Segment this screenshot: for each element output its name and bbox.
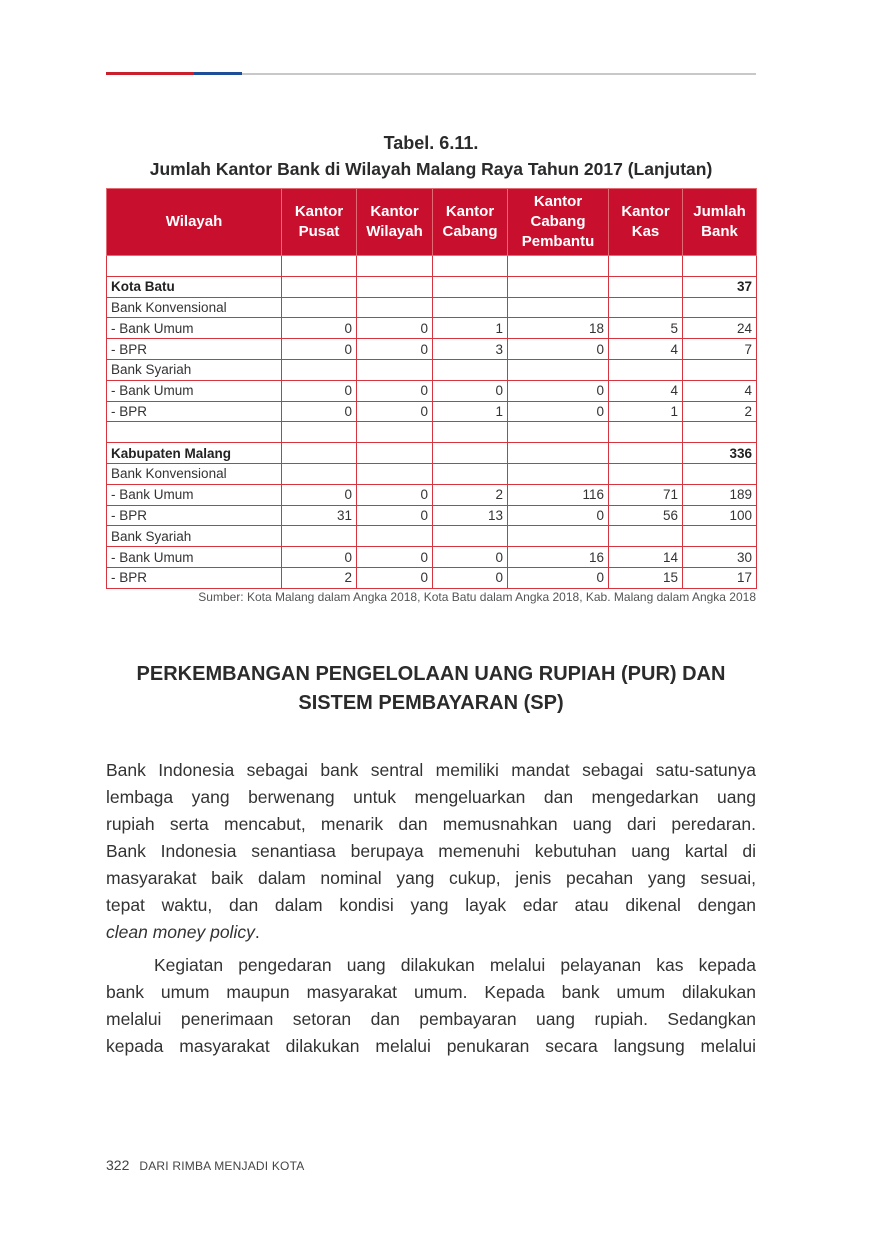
table-caption (106, 130, 756, 182)
category-row (107, 297, 757, 318)
category-label: Bank Syariah (107, 359, 282, 380)
empty-cell (282, 526, 357, 547)
value-cell: 5 (609, 318, 683, 339)
empty-cell (683, 297, 757, 318)
header-kantor-pusat: Kantor Pusat (282, 189, 357, 256)
paragraph-line: Bank Indonesia senantiasa berupaya memenuhi kebutuhan uang kartal di (106, 841, 756, 861)
empty-cell (508, 526, 609, 547)
value-cell: 2 (683, 401, 757, 422)
empty-cell (433, 297, 508, 318)
value-cell: 0 (282, 318, 357, 339)
category-label: Bank Konvensional (107, 297, 282, 318)
page-footer (106, 1157, 304, 1173)
empty-cell (609, 443, 683, 464)
spacer-row (107, 256, 757, 277)
value-cell: 15 (609, 567, 683, 588)
empty-cell (609, 256, 683, 277)
paragraph-line: lembaga yang berwenang untuk mengeluarkan dan mengedarkan uang (106, 787, 756, 807)
value-cell: 100 (683, 505, 757, 526)
empty-cell (433, 463, 508, 484)
bank-type-label: - Bank Umum (107, 547, 282, 568)
empty-cell (609, 359, 683, 380)
bank-type-label: - Bank Umum (107, 380, 282, 401)
bank-type-row (107, 505, 757, 526)
empty-cell (609, 276, 683, 297)
empty-cell (508, 443, 609, 464)
empty-cell (609, 463, 683, 484)
paragraph-line: masyarakat baik dalam nominal yang cukup, jenis pecahan yang sesuai, (106, 868, 756, 888)
value-cell: 189 (683, 484, 757, 505)
value-cell: 31 (282, 505, 357, 526)
table-source: Sumber: Kota Malang dalam Angka 2018, Kota Batu dalam Angka 2018, Kab. Malang dalam Angka 2018 (198, 590, 756, 604)
value-cell: 0 (282, 339, 357, 360)
empty-cell (357, 359, 433, 380)
empty-cell (357, 463, 433, 484)
value-cell: 1 (433, 401, 508, 422)
paragraph-line: kepada masyarakat dilakukan melalui penukaran secara langsung melalui (106, 1036, 756, 1056)
value-cell: 56 (609, 505, 683, 526)
empty-cell (282, 297, 357, 318)
bank-type-row (107, 484, 757, 505)
category-label: Bank Syariah (107, 526, 282, 547)
empty-cell (433, 443, 508, 464)
paragraph-line: rupiah serta mencabut, menarik dan memusnahkan uang dari peredaran. (106, 814, 756, 834)
empty-cell (357, 422, 433, 443)
value-cell: 2 (282, 567, 357, 588)
sentence-end: . (254, 922, 260, 942)
value-cell: 0 (357, 505, 433, 526)
paragraph-last-line (106, 919, 756, 946)
empty-cell (282, 256, 357, 277)
empty-cell (107, 422, 282, 443)
bank-type-row (107, 567, 757, 588)
paragraph-2 (106, 952, 756, 1060)
bank-type-label: - BPR (107, 401, 282, 422)
value-cell: 0 (508, 380, 609, 401)
empty-cell (107, 256, 282, 277)
table-title: Jumlah Kantor Bank di Wilayah Malang Raya Tahun 2017 (Lanjutan) (149, 159, 713, 179)
header-kantor-cabang-pembantu: Kantor Cabang Pembantu (508, 189, 609, 256)
paragraph-line: bank umum maupun masyarakat umum. Kepada bank umum dilakukan (106, 982, 756, 1002)
value-cell: 0 (357, 567, 433, 588)
value-cell: 4 (683, 380, 757, 401)
value-cell: 0 (282, 547, 357, 568)
header-jumlah-bank: Jumlah Bank (683, 189, 757, 256)
page-number: 322 (106, 1157, 130, 1173)
empty-cell (433, 359, 508, 380)
header-kantor-kas: Kantor Kas (609, 189, 683, 256)
value-cell: 0 (433, 547, 508, 568)
section-heading-line1: PERKEMBANGAN PENGELOLAAN UANG RUPIAH (PUR) DAN (136, 663, 726, 685)
empty-cell (609, 422, 683, 443)
empty-cell (508, 276, 609, 297)
value-cell: 30 (683, 547, 757, 568)
empty-cell (357, 276, 433, 297)
region-name: Kabupaten Malang (107, 443, 282, 464)
region-name: Kota Batu (107, 276, 282, 297)
category-row (107, 463, 757, 484)
bank-type-row (107, 339, 757, 360)
value-cell: 4 (609, 380, 683, 401)
value-cell: 16 (508, 547, 609, 568)
spacer-row (107, 422, 757, 443)
header-kantor-wilayah: Kantor Wilayah (357, 189, 433, 256)
value-cell: 2 (433, 484, 508, 505)
value-cell: 1 (609, 401, 683, 422)
empty-cell (433, 526, 508, 547)
value-cell: 0 (508, 401, 609, 422)
value-cell: 0 (357, 547, 433, 568)
empty-cell (508, 422, 609, 443)
empty-cell (282, 463, 357, 484)
empty-cell (508, 256, 609, 277)
bank-type-row (107, 547, 757, 568)
empty-cell (609, 297, 683, 318)
category-row (107, 526, 757, 547)
paragraph-line: Bank Indonesia sebagai bank sentral memiliki mandat sebagai satu-satunya (106, 760, 756, 780)
empty-cell (357, 297, 433, 318)
section-heading (106, 660, 756, 718)
empty-cell (683, 359, 757, 380)
italic-term: clean money policy (106, 922, 255, 942)
header-rule-grey-segment (242, 73, 756, 75)
empty-cell (357, 256, 433, 277)
empty-cell (282, 359, 357, 380)
bank-type-label: - BPR (107, 567, 282, 588)
value-cell: 7 (683, 339, 757, 360)
empty-cell (357, 443, 433, 464)
bank-type-row (107, 401, 757, 422)
empty-cell (683, 526, 757, 547)
table-header-row (107, 189, 757, 256)
value-cell: 0 (282, 380, 357, 401)
empty-cell (508, 297, 609, 318)
region-total: 37 (683, 276, 757, 297)
category-row (107, 359, 757, 380)
empty-cell (683, 256, 757, 277)
value-cell: 0 (357, 401, 433, 422)
empty-cell (433, 256, 508, 277)
bank-office-table (106, 188, 757, 589)
value-cell: 0 (357, 484, 433, 505)
empty-cell (609, 526, 683, 547)
value-cell: 0 (282, 484, 357, 505)
value-cell: 0 (433, 567, 508, 588)
section-heading-line2: SISTEM PEMBAYARAN (SP) (298, 692, 564, 714)
value-cell: 3 (433, 339, 508, 360)
bank-type-label: - Bank Umum (107, 318, 282, 339)
category-label: Bank Konvensional (107, 463, 282, 484)
value-cell: 0 (508, 505, 609, 526)
value-cell: 14 (609, 547, 683, 568)
value-cell: 1 (433, 318, 508, 339)
value-cell: 17 (683, 567, 757, 588)
table-body (107, 256, 757, 589)
header-rule-red-segment (106, 72, 194, 75)
empty-cell (282, 443, 357, 464)
value-cell: 0 (357, 339, 433, 360)
region-row (107, 443, 757, 464)
value-cell: 13 (433, 505, 508, 526)
region-row (107, 276, 757, 297)
empty-cell (683, 463, 757, 484)
empty-cell (683, 422, 757, 443)
bank-type-label: - BPR (107, 339, 282, 360)
header-rule-blue-segment (194, 72, 242, 75)
empty-cell (433, 276, 508, 297)
value-cell: 0 (282, 401, 357, 422)
paragraph-1 (106, 757, 756, 946)
value-cell: 18 (508, 318, 609, 339)
value-cell: 4 (609, 339, 683, 360)
paragraph-line: Kegiatan pengedaran uang dilakukan melalui pelayanan kas kepada (154, 955, 756, 975)
empty-cell (357, 526, 433, 547)
region-total: 336 (683, 443, 757, 464)
bank-type-label: - BPR (107, 505, 282, 526)
paragraph-line: tepat waktu, dan dalam kondisi yang layak edar atau dikenal dengan (106, 895, 756, 915)
book-title: DARI RIMBA MENJADI KOTA (139, 1159, 305, 1173)
empty-cell (282, 422, 357, 443)
value-cell: 0 (508, 339, 609, 360)
paragraph-line: melalui penerimaan setoran dan pembayaran uang rupiah. Sedangkan (106, 1009, 756, 1029)
value-cell: 0 (508, 567, 609, 588)
empty-cell (508, 463, 609, 484)
empty-cell (508, 359, 609, 380)
bank-type-label: - Bank Umum (107, 484, 282, 505)
value-cell: 116 (508, 484, 609, 505)
value-cell: 0 (357, 380, 433, 401)
header-kantor-cabang: Kantor Cabang (433, 189, 508, 256)
bank-type-row (107, 318, 757, 339)
header-wilayah: Wilayah (107, 189, 282, 256)
value-cell: 0 (357, 318, 433, 339)
value-cell: 24 (683, 318, 757, 339)
value-cell: 71 (609, 484, 683, 505)
table-number: Tabel. 6.11. (383, 133, 479, 153)
empty-cell (433, 422, 508, 443)
header-rule (106, 72, 756, 75)
value-cell: 0 (433, 380, 508, 401)
empty-cell (282, 276, 357, 297)
bank-type-row (107, 380, 757, 401)
